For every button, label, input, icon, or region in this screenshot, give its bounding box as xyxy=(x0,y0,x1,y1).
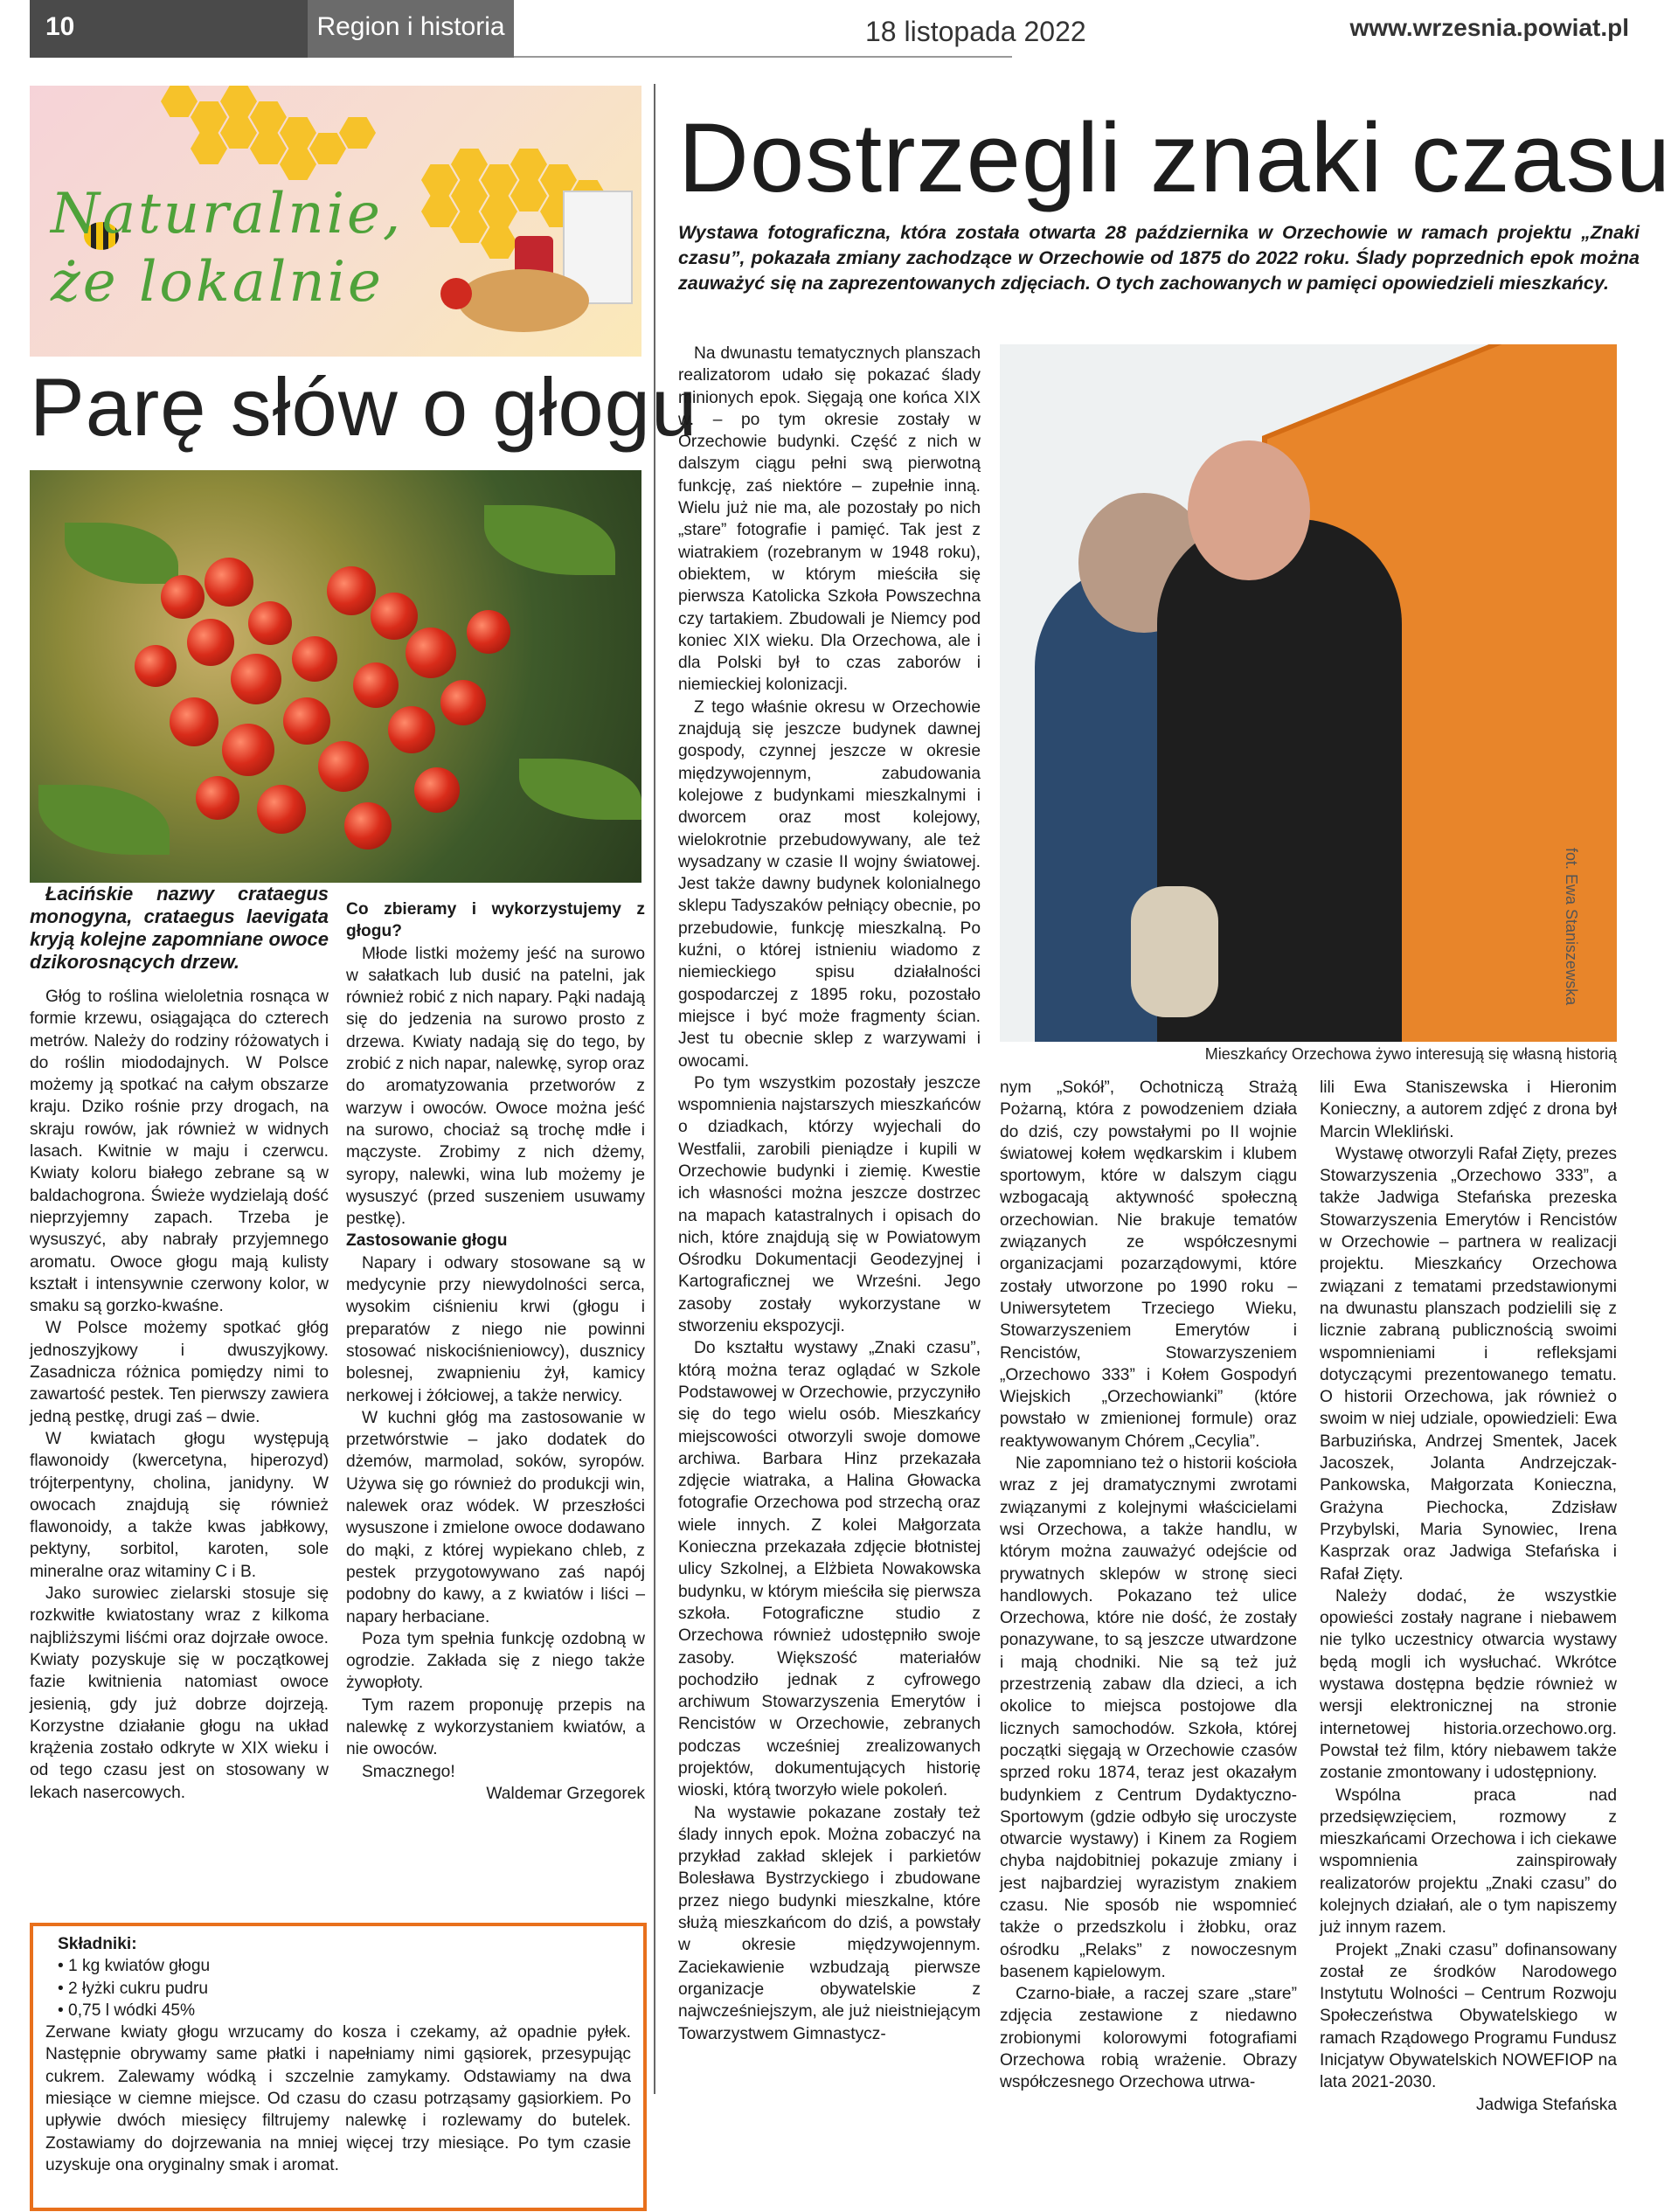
author: Waldemar Grzegorek xyxy=(486,1784,645,1803)
photo-credit: fot. Ewa Staniszewska xyxy=(1563,848,1580,1006)
honeycomb-icon xyxy=(309,133,346,164)
paragraph: Wystawę otworzyli Rafał Zięty, prezes Stowarzyszenia „Orzechowo 333”, a także Jadwiga Stefańska prezeska Stowarzyszenia Emerytów i Rencistów w Orzechowie – partnera w realizacji projektu. Mieszkańcy Orzechowa związani z tematami przedstawionymi na dwunastu planszach podzielili się z licznie zabraną publicznością swoimi wspomnieniami i refleksjami dotyczącymi prezentowanego tematu. O historii Orzechowa, jak również o swoim w niej udziale, opowiedzieli: Ewa Barbuzińska, Andrzej Smentek, Jacek Jacoszek, Jolanta Andrzejczak-Pankowska, Małgorzata Konieczna, Grażyna Piechocka, Zdzisław Przybylski, Maria Synowiec, Irena Kasprzak oraz Jadwiga Stefańska i Rafał Zięty. xyxy=(1320,1144,1617,1584)
paragraph: Napary i odwary stosowane są w medycynie przy niewydolności serca, wysokim ciśnieniu krwi (głogu i preparatów z niego nie powinni stosować niskociśnieniowcy), dusznicy bolesnej, zwapnieniu żył, kamicy nerkowej i żółciowej, a także nerwicy. xyxy=(346,1253,645,1405)
paragraph: Należy dodać, że wszystkie opowieści zostały nagrane i niebawem nie tylko uczestnicy otwarcia wystawy będą mogli ich wysłuchać. Wkrótce wystawa dostępna będzie również w wersji elektronicznej na stronie internetowej historia.orzechowo.org. Powstał też film, który niebawem także zostanie zmontowany i udostępniony. xyxy=(1320,1586,1617,1783)
honeycomb-icon xyxy=(191,101,227,133)
recipe-title: Składniki: xyxy=(58,1935,137,1953)
banner-naturalnie xyxy=(30,86,641,357)
paragraph: Na wystawie pokazane zostały też ślady innych epok. Można zobaczyć na przykład zakład sklejek i parkietów Bolesława Bystrzyckiego i zbudowane przez niego budynki mieszkalne, które służą mieszkańcom do dziś, a powstały w okresie międzywojennym. Zaciekawienie wzbudzają pierwsze organizacje obywatelskie z najwcześniejszym, ale już nieistniejącym Towarzystwem Gimnastycz- xyxy=(678,1803,981,2043)
paragraph: W Polsce możemy spotkać głóg jednoszyjkowy i dwuszyjkowy. Zasadnicza różnica pomiędzy nimi to zawartość pestek. Ten pierwszy zawiera jedną pestkę, drugi zaś – dwie. xyxy=(30,1319,329,1426)
paragraph: Nie zapomniano też o historii kościoła wraz z jej dramatycznymi zwrotami związanymi z kolejnymi właścicielami wsi Orzechowa, a także handlu, w którym można zauważyć odejście od prywatnych sklepów w stronę sieci handlowych. Pokazano też ulice Orzechowa, które nie dość, że zostały ponazywane, to są jeszcze utwardzone i mają chodniki. Nie są też już przestrzenią zabaw dla dzieci, a ich okolice to miejsca postojowe dla licznych samochodów. Szkoła, której początki sięgają w Orzechowie czasów sprzed roku 1874, teraz jest okazałym budynkiem z Centrum Dydaktyczno-Sportowym (gdzie odbyło się uroczyste otwarcie wystawy) i Kinem za Rogiem chyba najdobitniej pokazuje zmiany i jest najbardziej wyrazistym znakiem czasu. Nie sposób nie wspomnieć także o przedszkolu i żłobku, oraz ośrodku „Relaks” z nowoczesnym basenem kąpielowym. xyxy=(1000,1454,1297,1981)
photo-caption: Mieszkańcy Orzechowa żywo interesują się własną historią xyxy=(1204,1045,1617,1063)
subheading: Co zbieramy i wykorzystujemy z głogu? xyxy=(346,900,645,941)
honeycomb-icon xyxy=(451,149,488,180)
paragraph: W kuchni głóg ma zastosowanie w przetwórstwie – jako dodatek do dżemów, marmolad, soków, syropów. Używa się go również do produkcji win, nalewek oraz wódek. W przeszłości wysuszone i zmielone owoce dodawano do mąki, z której wypiekano chleb, z pestek przygotowywano zaś napój podobny do kawy, a z kwiatów i liści – napary herbaciane. xyxy=(346,1408,645,1626)
paragraph: Po tym wszystkim pozostały jeszcze wspomnienia najstarszych mieszkańców o dziadkach, którzy wyjechali do Westfalii, zarobili pieniądze i kupili w Orzechowie budynki i ziemię. Kwestie ich własności można jeszcze dostrzec na mapach katastralnych i opisach do nich, które znajdują się w Powiatowym Ośrodku Dokumentacji Geodezyjnej i Kartograficznej we Wrześni. Jego zasoby zostały wykorzystane w stworzeniu ekspozycji. xyxy=(678,1073,981,1336)
honeycomb-icon xyxy=(161,86,198,117)
honeycomb-icon xyxy=(481,227,517,259)
exhibition-photo xyxy=(1000,344,1617,1042)
paragraph: Do kształtu wystawy „Znaki czasu”, którą można teraz oglądać w Szkole Podstawowej w Orzechowie, przyczyniło się do tego wielu osób. Mieszkańcy miejscowości otworzyli swoje domowe archiwa. Barbara Hinz przekazała zdjęcie wiatraka, a Halina Głowacka fotografie Orzechowa pod strzechą oraz wiele innych. Z kolei Małgorzata Konieczna przekazała zdjęcie błotnistej ulicy Szkolnej, a Elżbieta Nowakowska budynku, w którym mieściła się pierwsza szkoła. Fotograficzne studio z Orzechowa również udostępniło swoje zasoby. Większość materiałów pochodziło jednak z cyfrowego archiwum Stowarzyszenia Emerytów i Rencistów w Orzechowie, zebranych podczas wcześniej zrealizowanych projektów, dokumentujących historię wioski, którą tworzyło wiele pokoleń. xyxy=(678,1339,981,1800)
apple-icon xyxy=(440,278,472,309)
recipe-text: Zerwane kwiaty głogu wrzucamy do kosza i czekamy, aż opadnie pyłek. Następnie obrywamy same płatki i napełniamy nimi gąsiorek, przesypując cukrem. Zalewamy wódką i szczelnie zamykamy. Odstawiamy na dwa miesiące w ciemne miejsce. Od czasu do czasu potrząsamy gąsiorkiem. Po upływie dwóch miesięcy filtrujemy nalewkę i rozlewamy do butelek. Zostawiamy do dojrzewania na mniej więcej trzy miesiące. Po tym czasie uzyskuje ona oryginalny smak i aromat. xyxy=(45,2023,631,2174)
paragraph: Tym razem proponuję przepis na nalewkę z wykorzystaniem kwiatów, a nie owoców. xyxy=(346,1695,645,1759)
article-2-column-2 xyxy=(1000,1077,1297,2094)
ingredient: • 0,75 l wódki 45% xyxy=(58,2001,196,2020)
paragraph: Z tego właśnie okresu w Orzechowie znajdują się jeszcze budynek dawnej gospody, czynnej jeszcze w okresie międzywojennym, zabudowania kolejowe z budynkami mieszkalnymi i dworcem oraz most kolejowy, wielokrotnie przebudowywany, ale też wysadzany w czasie II wojny światowej. Jest także dawny budynek kolonialnego sklepu Tadyszaków pełniący obecnie, po przebudowie, funkcję mieszkalną. Po kuźni, o której istnieniu wiadomo z niemieckiego spisu działalności gospodarczej z 1895 roku, pozostało miejsce i być może fragmenty ścian. Jest tu obecnie sklep z warzywami i owocami. xyxy=(678,697,981,1071)
paragraph: Czarno-białe, a raczej szare „stare” zdjęcia zestawione z niedawno zrobionymi kolorowymi fotografiami Orzechowa robią wrażenie. Obrazy współczesnego Orzechowa utrwa- xyxy=(1000,1985,1297,2092)
page-number: 10 xyxy=(30,0,308,58)
author: Jadwiga Stefańska xyxy=(1475,2095,1617,2114)
paragraph: Smacznego! xyxy=(362,1762,455,1781)
subheading: Zastosowanie głogu xyxy=(346,1231,508,1251)
paragraph: Projekt „Znaki czasu” dofinansowany został ze środków Narodowego Instytutu Wolności – Centrum Rozwoju Społeczeństwa Obywatelskiego w ramach Rządowego Programu Fundusz Inicjatyw Obywatelskich NOWEFIOP na lata 2021-2030. xyxy=(1320,1940,1617,2092)
honeycomb-icon xyxy=(481,164,517,196)
honeycomb-icon xyxy=(451,211,488,243)
article-1-lead: Łacińskie nazwy crataegus monogyna, crataegus laevigata kryją kolejne zapomniane owoce dzikorosnących drzew. xyxy=(30,883,329,973)
article-2-title: Dostrzegli znaki czasu xyxy=(678,103,1672,212)
site-url[interactable]: www.wrzesnia.powiat.pl xyxy=(1349,14,1629,41)
bread-icon xyxy=(458,269,589,332)
honeycomb-icon xyxy=(220,117,257,149)
honeycomb-icon xyxy=(339,117,376,149)
paragraph: nym „Sokół”, Ochotniczą Strażą Pożarną, która z powodzeniem działa do dziś, czy powstałymi po II wojnie światowej kołem wędkarskim i klubem sportowym, które w dalszym ciągu wzbogacają aktywność społeczną orzechowian. Nie brakuje tematów związanych ze współczesnymi organizacjami pozarządowymi, które zostały utworzone po 1990 roku – Uniwersytetem Trzeciego Wieku, Stowarzyszeniem Emerytów i Rencistów, Stowarzyszeniem „Orzechowo 333” i Kołem Gospodyń Wiejskich „Orzechowianki” (które powstało w zmienionej formule) oraz reaktywowanym Chórem „Cecylia”. xyxy=(1000,1078,1297,1451)
article-1-column-2 xyxy=(346,898,645,1805)
article-2-column-1 xyxy=(678,343,981,2045)
ingredient: • 1 kg kwiatów głogu xyxy=(58,1957,211,1976)
honeycomb-icon xyxy=(421,164,458,196)
honeycomb-icon xyxy=(250,133,287,164)
header-rule xyxy=(514,56,1012,58)
honeycomb-icon xyxy=(510,180,547,211)
paragraph: Poza tym spełnia funkcję ozdobną w ogrodzie. Zakłada się z niego także żywopłoty. xyxy=(346,1629,645,1693)
honeycomb-icon xyxy=(481,196,517,227)
paragraph: Na dwunastu tematycznych planszach realizatorom udało się pokazać ślady minionych epok. Sięgają one końca XIX w. – po tym okresie zostały w Orzechowie budynki. Część z nich w dalszym ciągu pełni swą pierwotną funkcję, zaś niektóre – zupełnie inną. Wielu już nie ma, ale pozostały po nich „stare” fotografie i pamięć. Tak jest z wiatrakiem (rozebranym w 1948 roku), obiektem, w którym mieściła się pierwsza Katolicka Szkoła Powszechna czy tartakiem. Zbudowali je Niemcy pod koniec XIX wieku. Dla Orzechowa, ale i dla Polski był to czas zaborów i niemieckiej kolonizacji. xyxy=(678,344,981,695)
article-1-column-1 xyxy=(30,883,329,1804)
page-header xyxy=(0,0,1678,61)
paragraph: lili Ewa Staniszewska i Hieronim Konieczny, a autorem zdjęć z drona był Marcin Wlekliński. xyxy=(1320,1078,1617,1141)
honeycomb-icon xyxy=(280,117,316,149)
article-1-title: Parę słów o głogu xyxy=(30,361,698,453)
ingredient: • 2 łyżki cukru pudru xyxy=(58,1979,209,1998)
banner-line-1: Naturalnie, xyxy=(51,182,404,246)
paragraph: Młode listki możemy jeść na surowo w sałatkach lub dusić na patelni, jak również robić z nich napary. Pąki nadają się do jedzenia na surowo prosto z drzewa. Kwiaty nadają się do tego, by zrobić z nich napar, nalewkę, syrop oraz do aromatyzowania przetworów z warzyw i owoców. Owoce można jeść na surowo, chociaż są trochę mdłe i mączyste. Zrobimy z nich dżemy, syropy, nalewki, wina lub możemy je wysuszyć (przed suszeniem usuwamy pestkę). xyxy=(346,944,646,1229)
honeycomb-icon xyxy=(220,86,257,117)
honeycomb-icon xyxy=(280,149,316,180)
ingredients-list xyxy=(45,1955,631,2021)
paragraph: Głóg to roślina wieloletnia rosnąca w formie krzewu, osiągająca do czterech metrów. Należy do rodziny różowatych i do roślin miododajnych. W Polsce możemy ją spotkać na całym obszarze kraju. Dziko rośnie przy drogach, na skraju rowów, jak również w widnych lasach. Kwitnie w maju i czerwcu. Kwiaty koloru białego zebrane są w baldachogrona. Świeże wydzielają dość nieprzyjemny zapach. Trzeba je wysuszyć, aby nabrały przyjemnego aromatu. Owoce głogu mają kulisty kształt i intensywnie czerwony kolor, w smaku są gorzko-kwaśne. xyxy=(30,988,329,1316)
article-2-column-3 xyxy=(1320,1077,1617,2116)
paragraph: Jako surowiec zielarski stosuje się rozkwitłe kwiatostany wraz z kilkoma najbliższymi liśćmi oraz dojrzałe owoce. Kwiaty pozyskuje się w początkowej fazie kwitnienia natomiast owoce jesienią, gdy już dobrze dojrzeją. Korzystne działanie głogu na układ krążenia zostało odkryte w XIX wieku i od tego czasu jest on stosowany w lekach nasercowych. xyxy=(30,1584,329,1802)
section-label: Region i historia xyxy=(308,0,514,58)
hawthorn-berries-photo xyxy=(30,470,641,883)
banner-title xyxy=(51,180,403,316)
issue-date: 18 listopada 2022 xyxy=(865,16,1086,47)
recipe-box xyxy=(30,1923,647,2211)
honeycomb-icon xyxy=(191,133,227,164)
paragraph: W kwiatach głogu występują flawonoidy (kwercetyna, hiperozyd) trójterpentyny, cholina, janidyny. W owocach znajdują się również flawonoidy, a także kwas jabłkowy, pektyny, sorbitol, karoten, sole mineralne oraz witaminy C i B. xyxy=(30,1429,329,1581)
honeycomb-icon xyxy=(421,196,458,227)
article-2-lead: Wystawa fotograficzna, która została otwarta 28 października w Orzechowie w ramach projektu „Znaki czasu”, pokazała zmiany zachodzące w Orzechowie od 1875 do 2022 roku. Ślady poprzednich epok można zauważyć się na zaprezentowanych zdjęciach. O tych zachowanych w pamięci opowiedzieli mieszkańcy. xyxy=(678,222,1640,294)
honeycomb-icon xyxy=(451,180,488,211)
honeycomb-icon xyxy=(250,101,287,133)
banner-line-2: że lokalnie xyxy=(51,250,384,315)
honeycomb-icon xyxy=(510,149,547,180)
paragraph: Wspólna praca nad przedsięwzięciem, rozmowy z mieszkańcami Orzechowa i ich ciekawe wspomnienia zainspirowały realizatorów projektu „Znaki czasu” do kolejnych działań, ale o tym napiszemy już innym razem. xyxy=(1320,1786,1617,1938)
